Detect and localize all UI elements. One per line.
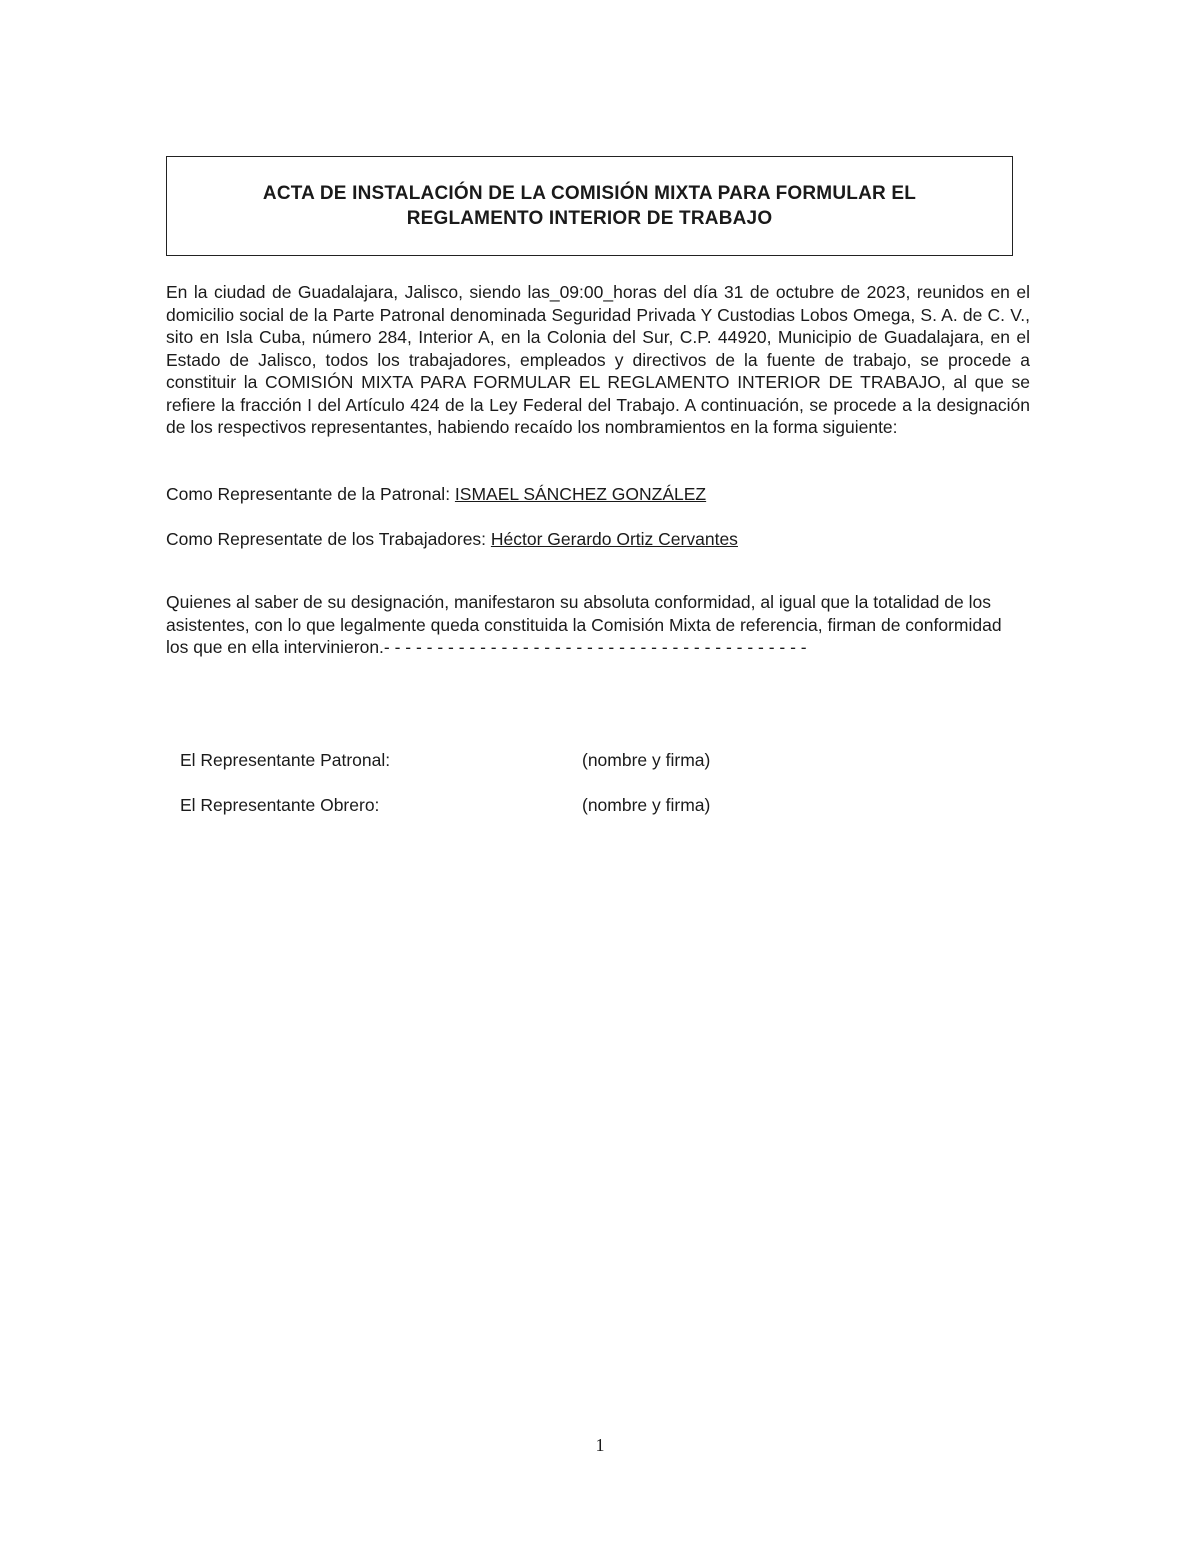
- closing-paragraph: Quienes al saber de su designación, manifestaron su absoluta conformidad, al igual que la totalidad de los asistentes, con lo que legalmente queda constituida la Comisión Mixta de referencia, firman de conformidad los que en ella intervinieron.- - - - - - - - - - - - - - - - - - - - - - - - - - - - - - - - - - - - - - - -: [166, 592, 1002, 657]
- signature-label-obrero: El Representante Obrero:: [180, 795, 380, 815]
- patronal-representative-label: Como Representante de la Patronal:: [166, 484, 455, 504]
- title-box: [166, 156, 1013, 256]
- signature-row-obrero: [180, 794, 711, 816]
- patronal-representative-name: ISMAEL SÁNCHEZ GONZÁLEZ: [454, 484, 707, 504]
- document-title-line-2: REGLAMENTO INTERIOR DE TRABAJO: [406, 208, 773, 229]
- page-number: 1: [595, 1435, 605, 1455]
- signature-value-obrero: (nombre y firma): [582, 795, 711, 815]
- patronal-representative-line: [166, 483, 1030, 506]
- workers-representative-name: Héctor Gerardo Ortiz Cervantes: [490, 529, 738, 549]
- opening-paragraph: En la ciudad de Guadalajara, Jalisco, siendo las_09:00_horas del día 31 de octubre de 2023, reunidos en el domicilio social de la Parte Patronal denominada Seguridad Privada Y Custodias Lobos Omega, S. A. de C. V., sito en Isla Cuba, número 284, Interior A, en la Colonia del Sur, C.P. 44920, Municipio de Guadalajara, en el Estado de Jalisco, todos los trabajadores, empleados y directivos de la fuente de trabajo, se procede a constituir la COMISIÓN MIXTA PARA FORMULAR EL REGLAMENTO INTERIOR DE TRABAJO, al que se refiere la fracción I del Artículo 424 de la Ley Federal del Trabajo. A continuación, se procede a la designación de los respectivos representantes, habiendo recaído los nombramientos en la forma siguiente:: [166, 282, 1030, 437]
- signature-label-patronal: El Representante Patronal:: [180, 750, 391, 770]
- signature-row-patronal: [180, 749, 711, 771]
- signature-value-patronal: (nombre y firma): [582, 750, 711, 770]
- workers-representative-label: Como Representate de los Trabajadores:: [166, 529, 491, 549]
- document-title-line-1: ACTA DE INSTALACIÓN DE LA COMISIÓN MIXTA PARA FORMULAR EL: [262, 183, 917, 204]
- workers-representative-line: [166, 528, 1030, 551]
